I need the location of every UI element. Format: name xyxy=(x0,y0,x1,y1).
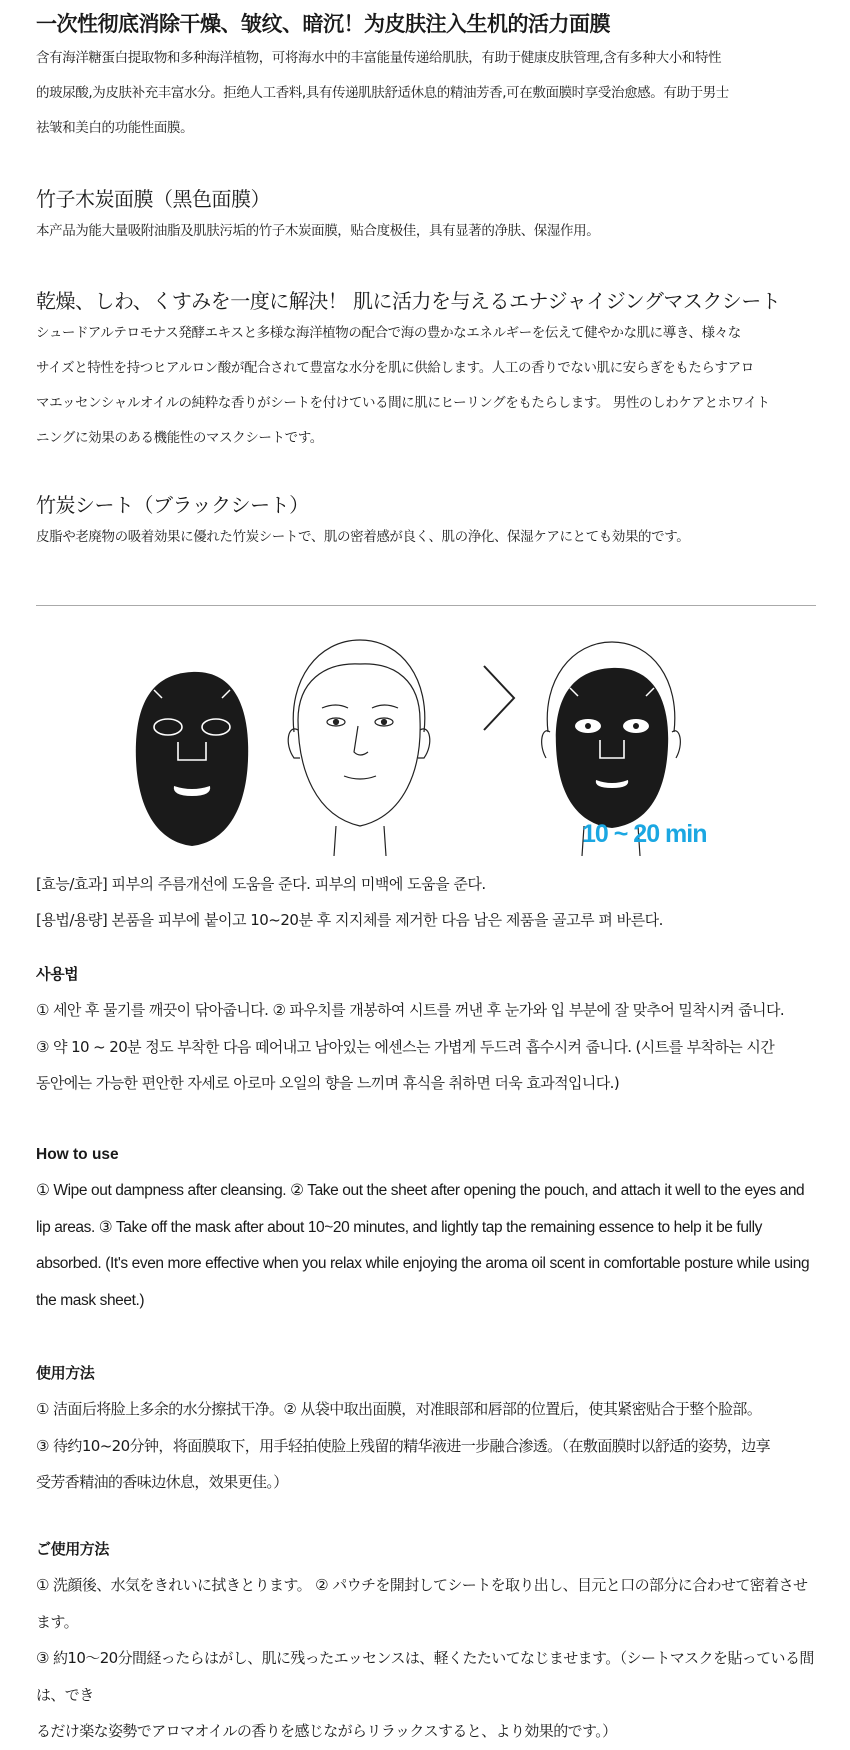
zh-intro-line-1: 含有海洋糖蛋白提取物和多种海洋植物，可将海水中的丰富能量传递给肌肤，有助于健康皮肤管理,含有多种大小和特性 xyxy=(36,50,722,66)
ja-charcoal-title: 竹炭シート（ブラックシート） xyxy=(36,493,309,517)
zh-usage-line-2: ③ 待约10~20分钟，将面膜取下，用手轻拍使脸上残留的精华液进一步融合渗透。（在敷面膜时以舒适的姿势，边享 xyxy=(36,1436,771,1455)
ja-intro-title: 乾燥、しわ、くすみを一度に解決！ 肌に活力を与えるエナジャイジングマスクシート xyxy=(36,289,781,313)
zh-intro-title: 一次性彻底消除干燥、皱纹、暗沉！为皮肤注入生机的活力面膜 xyxy=(36,12,610,36)
black-mask-sheet xyxy=(136,672,248,846)
ja-intro-line-1: シュードアルテロモナス発酵エキスと多様な海洋植物の配合で海の豊かなエネルギーを伝えて健やかな肌に導き、様々な xyxy=(36,325,741,341)
ja-intro-line-4: ニングに効果のある機能性のマスクシートです。 xyxy=(36,430,323,446)
en-usage-title: How to use xyxy=(36,1146,119,1163)
en-usage-line-1: ① Wipe out dampness after cleansing. ② Take out the sheet after opening the pouch, and attach it well to the eyes and xyxy=(36,1182,805,1199)
ja-intro-line-3: マエッセンシャルオイルの純粋な香りがシートを付けている間に肌にヒーリングをもたらします。 男性のしわケアとホワイト xyxy=(36,395,770,411)
en-usage-line-2: lip areas. ③ Take off the mask after about 10~20 minutes, and lightly tap the remaining essence to help it be fully xyxy=(36,1218,762,1236)
zh-charcoal-section xyxy=(36,184,816,249)
section-divider xyxy=(36,605,816,606)
kr-usage-title: 사용법 xyxy=(36,965,79,983)
zh-intro-line-2: 的玻尿酸,为皮肤补充丰富水分。拒绝人工香料,具有传递肌肤舒适休息的精油芳香,可在敷面膜时享受治愈感。有助于男士 xyxy=(36,85,729,101)
ja-usage-line-2: ③ 約10～20分間経ったらはがし、肌に残ったエッセンスは、軽くたたいてなじませます。（シートマスクを貼っている間は、でき xyxy=(36,1649,814,1704)
kr-usage-section xyxy=(36,956,816,1102)
kr-usage-line-2: ③ 약 10 ~ 20분 정도 부착한 다음 떼어내고 남아있는 에센스는 가볍게 두드려 흡수시켜 줍니다. (시트를 부착하는 시간 xyxy=(36,1037,775,1056)
ja-usage-line-1: ① 洗顔後、水気をきれいに拭きとります。 ② パウチを開封してシートを取り出し、目元と口の部分に合わせて密着させます。 xyxy=(36,1576,808,1631)
zh-usage-title: 使用方法 xyxy=(36,1364,95,1382)
en-usage-section xyxy=(36,1137,816,1319)
zh-charcoal-line: 本产品为能大量吸附油脂及肌肤污垢的竹子木炭面膜，贴合度极佳，具有显著的净肤、保湿作用。 xyxy=(36,223,600,239)
zh-usage-section xyxy=(36,1355,816,1501)
zh-intro-section xyxy=(36,8,816,146)
ja-usage-section xyxy=(36,1531,816,1750)
chevron-right-icon xyxy=(484,666,514,730)
ja-intro-section xyxy=(36,286,816,456)
zh-usage-line-3: 受芳香精油的香味边休息，效果更佳。） xyxy=(36,1473,288,1491)
man-face-before xyxy=(288,640,430,856)
duration-label: 10 ~ 20 min xyxy=(582,820,707,848)
en-usage-line-3: absorbed. (It's even more effective when you relax while enjoying the aroma oil scent in comfortable posture while using xyxy=(36,1255,810,1272)
ja-charcoal-section xyxy=(36,490,816,555)
zh-usage-line-1: ① 洁面后将脸上多余的水分擦拭干净。② 从袋中取出面膜，对准眼部和唇部的位置后，使其紧密贴合于整个脸部。 xyxy=(36,1400,762,1418)
ja-usage-title: ご使用方法 xyxy=(36,1540,110,1558)
en-usage-line-4: the mask sheet.) xyxy=(36,1291,145,1309)
ja-usage-line-3: るだけ楽な姿勢でアロマオイルの香りを感じながらリラックスすると、より効果的です。） xyxy=(36,1722,617,1740)
ja-charcoal-line: 皮脂や老廃物の吸着効果に優れた竹炭シートで、肌の密着感が良く、肌の浄化、保湿ケアにとても効果的です。 xyxy=(36,529,690,545)
kr-usage-line-3: 동안에는 가능한 편안한 자세로 아로마 오일의 향을 느끼며 휴식을 취하면 더욱 효과적입니다.) xyxy=(36,1074,620,1092)
kr-effect-section xyxy=(36,866,816,938)
kr-effect-line-2: [용법/용량] 본품을 피부에 붙이고 10~20분 후 지지체를 제거한 다음 남은 제품을 골고루 펴 바른다. xyxy=(36,911,663,929)
kr-effect-line-1: [효능/효과] 피부의 주름개선에 도움을 준다. 피부의 미백에 도움을 준다. xyxy=(36,875,486,893)
ja-intro-line-2: サイズと特性を持つヒアルロン酸が配合されて豊富な水分を肌に供給します。人工の香りでない肌に安らぎをもたらすアロ xyxy=(36,360,754,376)
zh-intro-line-3: 祛皱和美白的功能性面膜。 xyxy=(36,120,194,136)
zh-charcoal-title: 竹子木炭面膜（黑色面膜） xyxy=(36,187,270,211)
kr-usage-line-1: ① 세안 후 물기를 깨끗이 닦아줍니다. ② 파우치를 개봉하여 시트를 꺼낸 후 눈가와 입 부분에 잘 맞추어 밀착시켜 줍니다. xyxy=(36,1001,785,1019)
